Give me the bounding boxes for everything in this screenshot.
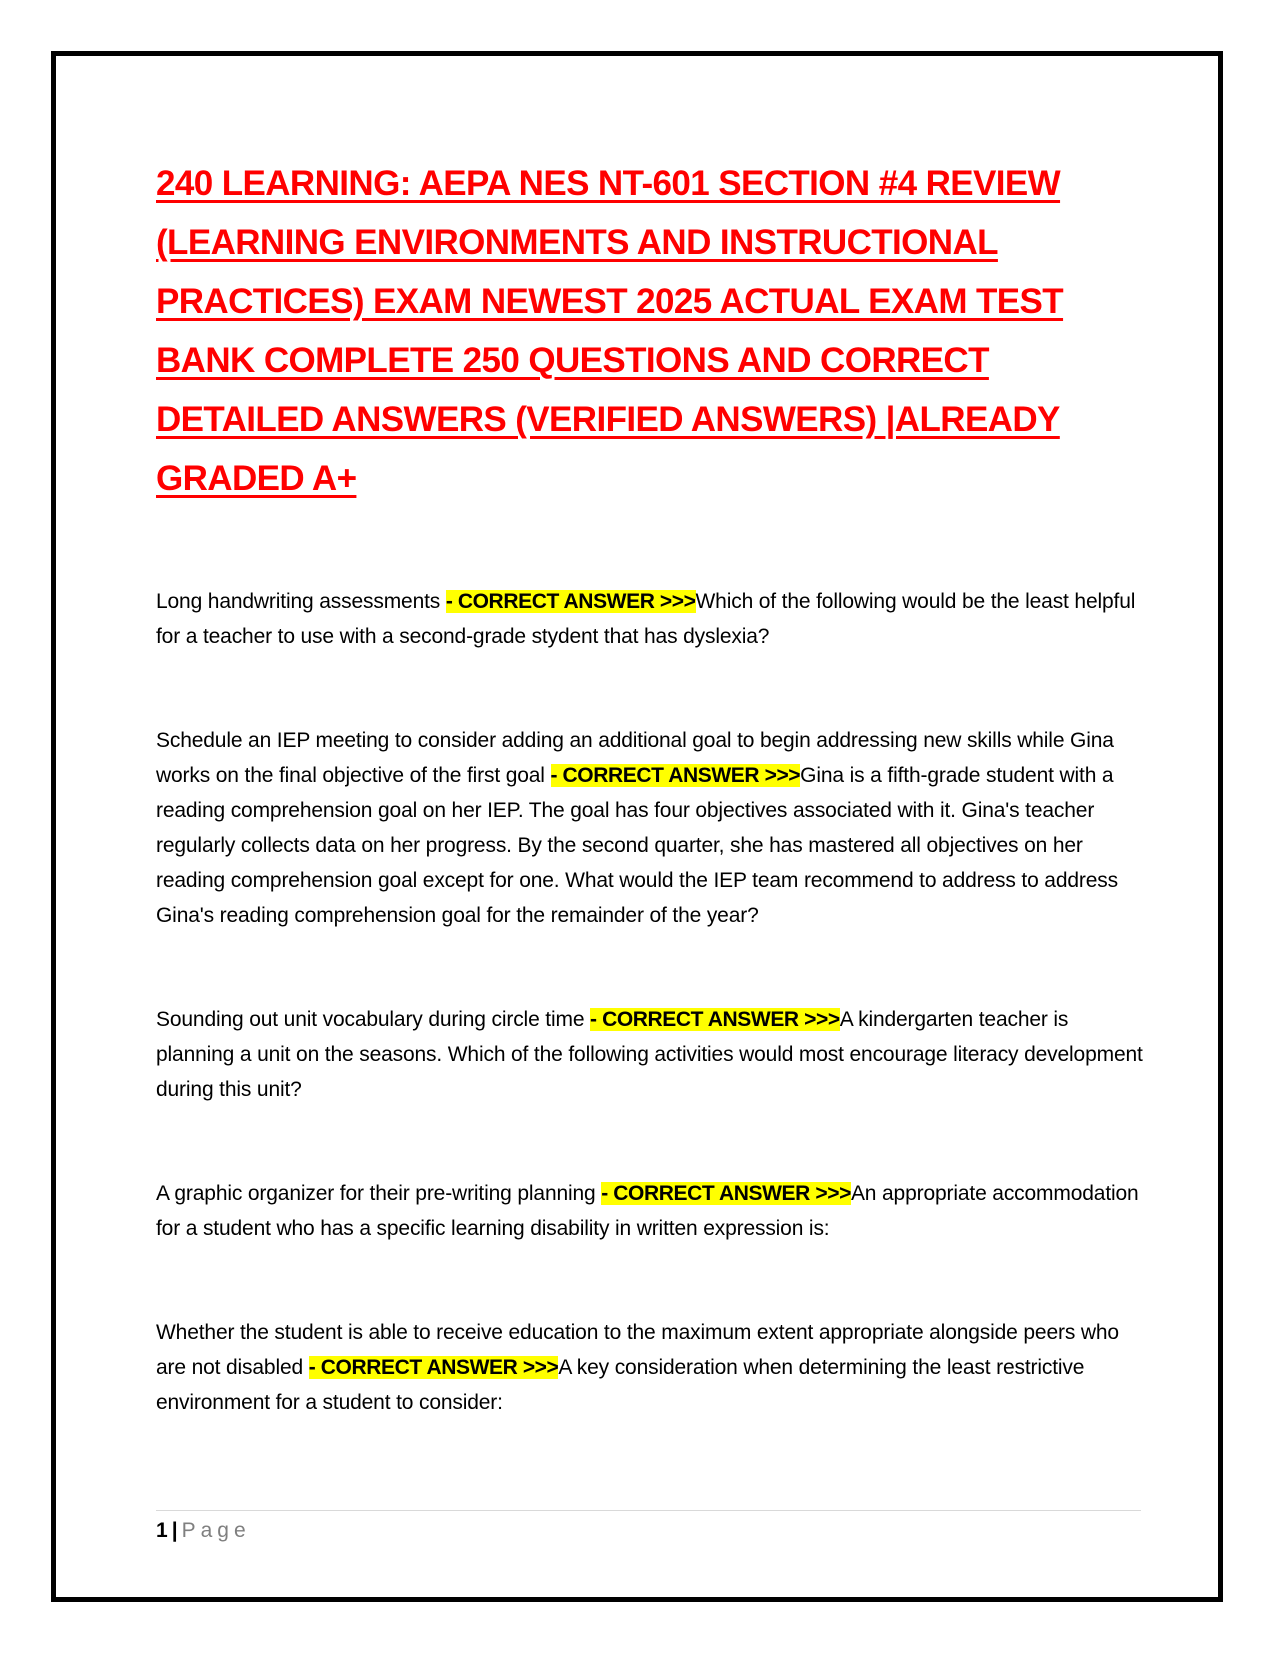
qa-item	[156, 1176, 1146, 1246]
qa-list	[156, 584, 1146, 1420]
page-label: Page	[181, 1519, 251, 1542]
qa-item	[156, 1315, 1146, 1420]
correct-answer-marker: - CORRECT ANSWER >>>	[550, 764, 801, 787]
page-content	[156, 154, 1146, 1489]
answer-text: A graphic organizer for their pre-writing planning	[156, 1182, 602, 1205]
question-text: A kindergarten teacher is planning a unit on the seasons. Which of the following activities would most encourage literacy development during this unit?	[156, 1008, 1143, 1101]
question-text: Which of the following would be the least helpful for a teacher to use with a second-grade stydent that has dyslexia?	[156, 590, 1136, 648]
correct-answer-marker: - CORRECT ANSWER >>>	[308, 1356, 559, 1379]
page-number: 1	[156, 1519, 168, 1542]
correct-answer-marker: - CORRECT ANSWER >>>	[445, 590, 696, 613]
question-text: Gina is a fifth-grade student with a reading comprehension goal on her IEP. The goal has four objectives associated with it. Gina's teacher regularly collects data on her progress. By the second quarter, she has mastered all objectives on her reading comprehension goal except for one. What would the IEP team recommend to address to address Gina's reading comprehension goal for the remainder of the year?	[156, 764, 1118, 927]
qa-item	[156, 723, 1146, 933]
answer-text: Schedule an IEP meeting to consider adding an additional goal to begin addressing new skills while Gina works on the final objective of the first goal	[156, 729, 1114, 787]
question-text: A key consideration when determining the least restrictive environment for a student to consider:	[156, 1356, 1085, 1414]
page-frame	[51, 51, 1223, 1602]
answer-text: Long handwriting assessments	[156, 590, 446, 613]
correct-answer-marker: - CORRECT ANSWER >>>	[601, 1182, 851, 1205]
correct-answer-marker: - CORRECT ANSWER >>>	[590, 1008, 840, 1031]
page-footer	[156, 1510, 1141, 1545]
document-title: 240 LEARNING: AEPA NES NT-601 SECTION #4 REVIEW (LEARNING ENVIRONMENTS AND INSTRUCTIONAL PRACTICES) EXAM NEWEST 2025 ACTUAL EXAM TEST BANK COMPLETE 250 QUESTIONS AND CORRECT DETAILED ANSWERS (VERIFIED ANSWERS) |ALREADY GRADED A+	[156, 164, 1064, 498]
answer-text: Sounding out unit vocabulary during circle time	[156, 1008, 591, 1031]
answer-text: Whether the student is able to receive education to the maximum extent appropriate alongside peers who are not disabled	[156, 1321, 1119, 1379]
qa-item	[156, 584, 1146, 654]
qa-item	[156, 1002, 1146, 1107]
question-text: An appropriate accommodation for a student who has a specific learning disability in written expression is:	[156, 1182, 1139, 1240]
footer-separator: |	[171, 1519, 178, 1542]
